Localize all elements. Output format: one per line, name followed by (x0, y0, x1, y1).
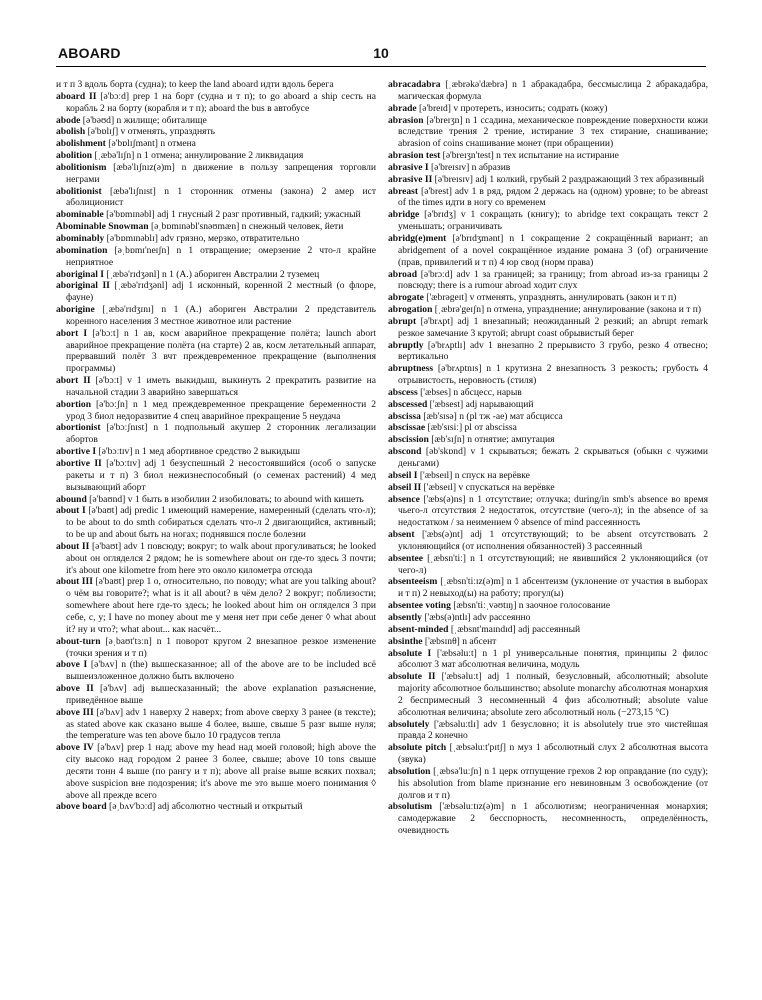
dictionary-entry (388, 115, 708, 151)
entry-headword: about III (56, 576, 93, 588)
entry-transcription: [əˌbɒmɪ'neɪʃn] (107, 244, 177, 256)
entry-definition: v спускаться на верёвке (458, 481, 555, 493)
entry-transcription: [ə'bɔːd] (96, 90, 133, 102)
entry-headword: abominably (56, 232, 105, 244)
entry-transcription: ['æbrəgeɪt] (423, 292, 470, 304)
dictionary-entry (56, 91, 376, 115)
entry-transcription: [ə'baʊt] (92, 576, 128, 588)
entry-definition: n (pl тж -ae) мат абсцисса (459, 410, 563, 422)
dictionary-entry (56, 375, 376, 399)
entry-transcription: [ˌæbsn'tiːɪz(ə)m] (437, 576, 507, 588)
entry-transcription: [əˌbɒmɪnəbl'snəʊmæn] (148, 221, 242, 233)
entry-definition: pl от abscissa (464, 422, 517, 434)
entry-transcription: [ə'bɒmɪnəbl] (103, 209, 158, 221)
entry-transcription: [ə'bʌv] (87, 659, 122, 671)
entry-headword: absentee voting (388, 600, 451, 612)
entry-definition: n 1 абсолютизм; неограниченная монархия; самодержавие 2 бесспорность, несомненность, определённость, очевидность (398, 801, 708, 837)
entry-headword: aboard II (56, 90, 97, 102)
dictionary-entry (56, 138, 376, 150)
entry-transcription: [ə'brest] (418, 185, 455, 197)
entry-transcription: [ə'bɒlɪʃ] (85, 126, 121, 138)
entry-headword: abrupt (388, 315, 417, 327)
entry-transcription: [ə'brɪdʒ] (419, 209, 461, 221)
entry-headword: abreast (388, 185, 419, 197)
entry-headword: absent (388, 529, 415, 541)
entry-headword: abrasion (388, 114, 424, 126)
dictionary-entry (56, 115, 376, 127)
dictionary-entry (388, 387, 708, 399)
dictionary-entry (388, 766, 708, 802)
entry-definition: n спуск на верёвке (454, 469, 530, 481)
entry-headword: about II (56, 540, 90, 552)
dictionary-entry (388, 494, 708, 530)
entry-transcription: [ə'brʌpt] (416, 315, 458, 327)
dictionary-entry (56, 422, 376, 446)
dictionary-entry (388, 209, 708, 233)
dictionary-entry (388, 612, 708, 624)
entry-definition: adj 1 исконный, коренной 2 местный (о флоре, фауне) (66, 280, 376, 304)
entry-headword: abridge (388, 209, 420, 221)
dictionary-entry (388, 399, 708, 411)
dictionary-entry (388, 600, 708, 612)
entry-transcription: ['æbsəluːt] (435, 671, 488, 683)
dictionary-entry (56, 280, 376, 304)
entry-headword: abolitionism (56, 161, 107, 173)
entry-definition: n абразив (471, 161, 511, 173)
entry-headword: absolution (388, 765, 431, 777)
entry-definition: n тех испытание на истирание (496, 150, 619, 162)
entry-transcription: [ə'baʊt] (89, 540, 124, 552)
entry-transcription: [ˌæbsəluːt'pɪtʃ] (446, 742, 510, 754)
entry-headword: aboriginal I (56, 268, 105, 280)
entry-transcription: ['æbsest] (427, 398, 466, 410)
entry-transcription: [ə'bɒlɪʃmənt] (105, 138, 161, 150)
entry-headword: abscessed (388, 398, 428, 410)
entry-headword: abortive I (56, 446, 97, 458)
entry-transcription: [æbsn'tiːˌvəʊtɪŋ] (450, 600, 519, 612)
entry-definition: v 1 сокращать (книгу); to abridge text сокращать текст 2 уменьшать; ограничивать (398, 209, 708, 233)
entry-definition: adj абсолютно честный и открытый (157, 801, 303, 813)
dictionary-entry (56, 269, 376, 281)
dictionary-entry (388, 648, 708, 672)
entry-definition: n отнятие; ампутация (467, 434, 555, 446)
dictionary-entry (388, 174, 708, 186)
entry-headword: abortive II (56, 458, 102, 469)
entry-transcription: [ˌæbə'rɪdʒənl] (109, 280, 173, 292)
entry-headword: absentee (388, 552, 423, 564)
entry-headword: abominable (56, 209, 104, 221)
entry-headword: absolute II (388, 671, 436, 683)
dictionary-entry (388, 411, 708, 423)
dictionary-entry (56, 541, 376, 577)
entry-definition: n 1 подпольный акушер 2 сторонник легализации абортов (66, 422, 376, 446)
entry-headword: above I (56, 659, 88, 671)
entry-headword: abscond (388, 446, 422, 458)
entry-headword: aborigine (56, 304, 95, 316)
entry-transcription: [ə'bɔːtɪv] (101, 458, 145, 469)
dictionary-columns (56, 79, 708, 979)
entry-definition: prep 1 над; above my head над моей головой; high above the city высоко над городом 2 ранее 3 более, свыше; above 10 tons свыше десяти тонн 4 выше (по рангу и т п); above all praise выше всяких похвал; above suspicion вне подозрения; it's above me это выше моего понимания ◊ above all прежде всего (66, 742, 376, 801)
entry-headword: absently (388, 611, 422, 623)
entry-definition: adj predic 1 имеющий намерение, намеренный (сделать что-л); to be about to do smth собираться сделать что-л 2 двигающийся, активный; to be up and about быть на ногах; поднявшся после болезни (66, 505, 376, 541)
entry-definition: n 1 церк отпущение грехов 2 юр оправдание (по суду); his absolution from blame признание его невиновным 3 освобождение (от долгов и т п) (398, 765, 708, 801)
entry-definition: adv грязно, мерзко, отвратительно (160, 232, 300, 244)
dictionary-entry (388, 103, 708, 115)
dictionary-entry (56, 233, 376, 245)
entry-headword: abscissae (388, 422, 426, 434)
entry-transcription: ['æbs(ə)nt] (414, 529, 471, 541)
entry-headword: above board (56, 801, 107, 813)
entry-definition: adv 1 повсюду; вокруг; to walk about прогуливаться; he looked about он огляделся 2 рядом; he is somewhere about он где-то здесь 3 почти; it's about one kilometre from here это около километра отсюда (66, 540, 376, 576)
entry-headword: abrasive II (388, 173, 433, 185)
dictionary-entry (388, 801, 708, 837)
page-number: 10 (373, 45, 389, 61)
entry-definition: n 1 мед абортивное средство 2 выкидыш (134, 446, 300, 458)
entry-headword: abrade (388, 102, 417, 114)
entry-transcription: [æb'sɪʃn] (428, 434, 468, 446)
entry-transcription: [ə'brɔːd] (417, 268, 457, 280)
entry-definition: v отменять, упразднять (120, 126, 215, 138)
entry-transcription: [əb'skɒnd] (421, 446, 471, 458)
entry-transcription: [ə'bɔːʃnɪst] (100, 422, 154, 434)
entry-definition: n 1 отмена; аннулирование 2 ликвидация (136, 150, 304, 162)
entry-transcription: [ə'bɔːt] (87, 327, 125, 339)
entry-transcription: [ə'bɒmɪnəblɪ] (104, 232, 161, 244)
entry-definition: n движение в пользу запрещения торговли неграми (66, 161, 376, 185)
entry-definition: n 1 сторонник отмены (закона) 2 амер ист аболиционист (66, 185, 376, 209)
dictionary-entry (388, 363, 708, 387)
entry-transcription: [æb'sɪsə] (420, 410, 460, 422)
entry-definition: adj 1 внезапный; неожиданный 2 резкий; an abrupt remark резкое замечание 3 крутой; abrupt coast обрывистый берег (398, 315, 708, 339)
dictionary-entry (56, 162, 376, 186)
entry-definition: adj 1 колкий, грубый 2 раздражающий 3 тех абразивный (475, 173, 705, 185)
entry-headword: above III (56, 706, 94, 718)
entry-definition: prep 1 о, относительно, по поводу; what are you talking about? о чём вы говорите?; what is it all about? в чём дело? 2 вокруг; поблизости; somewhere about here где-то здесь; he looked about him он огляделся 3 при себе, с, у; I have no money about me у меня нет при себе денег ◊ what about it? ну и что?; what about... как насчёт... (66, 576, 376, 635)
entry-headword: absinthe (388, 635, 423, 647)
entry-transcription: [ˌæbə'lɪʃn] (92, 150, 137, 162)
dictionary-entry (56, 801, 376, 813)
entry-transcription: [ˌæbsnt'maɪndɪd] (448, 623, 519, 635)
dictionary-entry (56, 636, 376, 660)
dictionary-entry (56, 79, 376, 91)
entry-definition: n 1 (A.) абориген Австралии 2 туземец (161, 268, 320, 280)
entry-transcription: ['æbs(ə)ns] (419, 493, 469, 505)
entry-definition: n 1 отсутствие; отлучка; during/in smb's absence во время чьего-л отсутствия 2 недостаток, отсутствие (чего-л); in the absence of за недостатком / за неимением ◊ absence of mind рассеянность (398, 493, 708, 529)
entry-headword: abseil I (388, 469, 418, 481)
entry-definition: n муз 1 абсолютный слух 2 абсолютная высота (звука) (398, 742, 708, 766)
entry-definition: v протереть, износить; содрать (кожу) (453, 102, 608, 114)
entry-transcription: [æbə'lɪʃnɪst] (101, 185, 165, 197)
entry-transcription: [əˌbʌv'bɔːd] (106, 801, 158, 813)
entry-transcription: [ˌæbə'rɪdʒənl] (104, 268, 162, 280)
dictionary-entry (388, 269, 708, 293)
dictionary-entry (56, 150, 376, 162)
dictionary-entry (56, 399, 376, 423)
dictionary-entry (56, 186, 376, 210)
entry-transcription: [əˌbaʊt'tɜːn] (100, 635, 157, 647)
entry-definition: n абсцесс, нарыв (453, 386, 522, 398)
entry-headword: absolute I (388, 647, 432, 659)
dictionary-entry (388, 671, 708, 718)
entry-headword: abruptly (388, 339, 424, 351)
left-column (56, 79, 376, 979)
entry-headword: abortion (56, 398, 92, 410)
entry-headword: abolish (56, 126, 86, 138)
dictionary-entry (388, 553, 708, 577)
entry-transcription: [ə'breɪd] (416, 102, 454, 114)
entry-definition: adj рассеянный (518, 623, 581, 635)
right-column (388, 79, 708, 979)
entry-transcription: [ˌæbə'rɪdʒɪnɪ] (94, 304, 162, 316)
entry-headword: abrogation (388, 304, 433, 316)
entry-definition: adj 1 полный, безусловный, абсолютный; absolute majority абсолютное большинство; absolute monarchy абсолютная монархия 2 беспримесный 3 несомненный 4 физ абсолютный; absolute value абсолютная величина; absolute zero абсолютный ноль (−273,15 °C) (398, 671, 708, 718)
entry-transcription: [ə'bɔːtɪv] (96, 446, 135, 458)
entry-transcription: [ə'bʌv] (93, 742, 128, 754)
entry-definition: adv 1 наверху 2 наверх; from above сверху 3 ранее (в тексте); as stated above как сказано выше 4 более, выше, свыше 5 разг выше нуля; the temperature was ten above было 10 градусов тепла (66, 706, 376, 742)
entry-transcription: ['æbs(ə)ntlɪ] (421, 611, 473, 623)
entry-headword: abscissa (388, 410, 421, 422)
entry-transcription: [ə'bɔːt] (90, 375, 128, 387)
entry-transcription: [ə'breɪʒn'test] (440, 150, 497, 162)
entry-transcription: [ə'bɔːʃn] (91, 398, 133, 410)
entry-headword: abode (56, 114, 81, 126)
entry-definition: n 1 крутизна 2 внезапность 3 резкость; грубость 4 отрывистость, неровность (стиля) (398, 363, 708, 387)
entry-headword: about I (56, 505, 86, 517)
entry-transcription: ['æbsɪnθ] (422, 635, 463, 647)
dictionary-entry (56, 576, 376, 635)
dictionary-entry (388, 316, 708, 340)
entry-transcription: [æb'sɪsiː] (425, 422, 465, 434)
entry-transcription: ['æbseɪl] (421, 481, 459, 493)
entry-definition: v 1 быть в изобилии 2 изобиловать; to abound with кишеть (127, 493, 364, 505)
dictionary-entry (388, 576, 708, 600)
entry-headword: absenteeism (388, 576, 438, 588)
entry-definition: n отмена (160, 138, 196, 150)
entry-transcription: [ə'brʌptnɪs] (433, 363, 487, 375)
entry-definition: n отмена, упразднение; аннулирование (закона и т п) (486, 304, 702, 316)
entry-definition: adv 1 за границей; за границу; from abroad из-за границы 2 повсюду; there is a rumour abroad ходит слух (398, 268, 708, 292)
entry-transcription: ['æbsəluːt] (431, 647, 483, 659)
entry-headword: about-turn (56, 635, 101, 647)
entry-definition: adv рассеянно (473, 611, 531, 623)
entry-headword: above IV (56, 742, 94, 754)
entry-definition: adv 1 безусловно; it is absolutely true это чистейшая правда 2 конечно (398, 718, 708, 742)
dictionary-entry (56, 126, 376, 138)
entry-headword: abolishment (56, 138, 106, 150)
dictionary-entry (388, 742, 708, 766)
entry-definition: v 1 скрываться; бежать 2 скрываться (обыкн с чужими деньгами) (398, 446, 708, 469)
entry-transcription: ['æbsəluːtlɪ] (429, 718, 484, 730)
entry-headword: abscess (388, 386, 418, 398)
dictionary-entry (388, 304, 708, 316)
entry-transcription: [ə'breɪsɪv] (428, 161, 472, 173)
entry-definition: n 1 абсентеизм (уклонение от участия в выборах и т п) 2 невыход(ы) на работу; прогул(ы) (398, 576, 708, 600)
entry-headword: abrasion test (388, 150, 441, 162)
dictionary-entry (388, 150, 708, 162)
dictionary-entry (388, 79, 708, 103)
entry-headword: abound (56, 493, 87, 505)
entry-headword: abort II (56, 375, 91, 387)
dictionary-entry (56, 659, 376, 683)
dictionary-entry (56, 304, 376, 328)
entry-headword: abort I (56, 327, 88, 339)
dictionary-entry (388, 529, 708, 553)
entry-definition: adj нарывающий (465, 398, 534, 410)
entry-headword: Abominable Snowman (56, 221, 149, 233)
entry-transcription: [æbə'lɪʃnɪz(ə)m] (106, 161, 182, 173)
entry-definition: n 1 pl универсальные понятия, принципы 2 филос абсолют 3 мат абсолютная величина, модуль (398, 647, 708, 671)
entry-transcription: [ə'breɪʒn] (423, 114, 466, 126)
entry-definition: adv 1 в ряд, рядом 2 держась на (одном) уровне; to be abreast of the times идти в ногу со временем (398, 185, 708, 209)
entry-headword: absent-minded (388, 623, 449, 635)
entry-transcription: [ə'bəʊd] (80, 114, 117, 126)
entry-definition: adv 1 внезапно 2 прерывисто 3 грубо, резко 4 отвесно; вертикально (398, 339, 708, 363)
dictionary-entry (388, 719, 708, 743)
dictionary-entry (388, 636, 708, 648)
entry-headword: abscission (388, 434, 429, 446)
dictionary-entry (388, 446, 708, 470)
entry-definition: n (the) вышесказанное; all of the above are to be included всё вышеизложенное должно быть включено (66, 659, 376, 683)
entry-definition: n 1 абракадабра, бессмыслица 2 абракадабра, магическая формула (398, 79, 708, 102)
entry-definition: n 1 мед преждевременное прекращение беременности 2 урод 3 биол недоразвитие 4 спец аварийное прекращение 5 неудача (66, 398, 376, 422)
dictionary-entry (56, 742, 376, 801)
entry-headword: abroad (388, 268, 418, 280)
entry-definition: n 1 (A.) абориген Австралии 2 представитель коренного населения 3 местное животное или растение (66, 304, 376, 327)
entry-definition: adj вышесказанный; the above explanation разъяснение, приведённое выше (66, 683, 376, 706)
entry-headword: absolutism (388, 801, 433, 813)
entry-headword: abolition (56, 150, 93, 162)
dictionary-entry (388, 292, 708, 304)
entry-definition: n снежный человек, йети (241, 221, 344, 233)
entry-headword: absolutely (388, 718, 430, 730)
entry-transcription: ['æbsəluːtɪz(ə)m] (432, 801, 512, 813)
dictionary-entry (56, 683, 376, 707)
entry-headword: abomination (56, 244, 108, 256)
entry-transcription: ['æbseɪl] (417, 469, 455, 481)
entry-definition: n заочное голосование (518, 600, 611, 612)
dictionary-entry (56, 446, 376, 458)
entry-definition: n 1 поворот кругом 2 внезапное резкое изменение (точки зрения и т п) (66, 635, 376, 659)
page-header (56, 44, 706, 67)
entry-transcription: [ə'baʊt] (85, 505, 121, 517)
entry-headword: aboriginal II (56, 280, 110, 292)
dictionary-entry (388, 422, 708, 434)
dictionary-entry (56, 494, 376, 506)
dictionary-entry (56, 245, 376, 269)
dictionary-entry (388, 434, 708, 446)
dictionary-entry (56, 707, 376, 743)
entry-definition: v 1 иметь выкидыш, выкинуть 2 прекратить развитие на начальной стадии 3 аварийно завершаться (66, 375, 376, 398)
dictionary-entry (56, 221, 376, 233)
entry-transcription: [ə'bʌv] (93, 706, 126, 718)
entry-definition: n 1 ссадина, механическое повреждение поверхности кожи вследствие трения 2 трение, истирание 3 тех стирание, снашивание; abrasion of coins снашивание монет (при обращении) (398, 114, 708, 150)
dictionary-entry (388, 186, 708, 210)
entry-definition: adj 1 гнусный 2 разг противный, гадкий; ужасный (157, 209, 361, 221)
entry-transcription: [ˌæbsn'tiː] (423, 552, 471, 564)
entry-headword: abruptness (388, 363, 434, 375)
entry-definition: n 1 сокращение 2 сокращённый вариант; an abridgement of a novel сокращённое издание романа 3 (of) ограничение (прав, привилегий и т п) 4 юр свод (норм права) (398, 232, 708, 268)
entry-transcription: [ə'bʌv] (93, 683, 134, 695)
entry-transcription: [ˌæbrəkə'dæbrə] (440, 79, 513, 90)
entry-definition: n жилище; обиталище (116, 114, 207, 126)
dictionary-entry (388, 233, 708, 269)
entry-transcription: [ə'brʌptlɪ] (423, 339, 470, 351)
entry-transcription: ['æbses] (417, 386, 454, 398)
entry-definition: n 1 ав, косм аварийное прекращение полёта; launch abort аварийное прекращение полёта (на старте) 2 ав, косм летательный аппарат, прервавший полёт 3 вчт преждевременное прекращение (выполнения программы) (66, 327, 376, 375)
entry-headword: absence (388, 493, 420, 505)
entry-transcription: [ˌæbsə'luːʃn] (430, 765, 485, 777)
entry-definition: n 1 отвращение; омерзение 2 что-л крайне неприятное (66, 244, 376, 268)
entry-transcription: [ˌæbrə'geɪʃn] (432, 304, 487, 316)
entry-headword: abortionist (56, 422, 101, 434)
dictionary-entry (388, 340, 708, 364)
guide-word: ABOARD (58, 45, 121, 61)
entry-headword: abrogate (388, 292, 424, 304)
entry-definition: и т п 3 вдоль борта (судна); to keep the land aboard идти вдоль берега (56, 79, 334, 90)
entry-transcription: [ə'breɪsɪv] (432, 173, 476, 185)
entry-transcription: [ə'baʊnd] (86, 493, 128, 505)
entry-definition: prep 1 на борт (судна и т п); to go aboard a ship сесть на корабль 2 на борту (корабля и т п); aboard the bus в автобусе (66, 90, 376, 114)
dictionary-entry (388, 624, 708, 636)
entry-definition: v отменять, упразднять, аннулировать (закон и т п) (469, 292, 677, 304)
entry-definition: adj 1 отсутствующий; to be absent отсутствовать 2 уклоняющийся (от исполнения обязанностей) 3 рассеянный (398, 529, 708, 552)
entry-definition: adj 1 безуспешный 2 несостоявшийся (особ о запуске ракеты и т п) 3 биол нежизнеспособный (о семенах растений) 4 мед вызывающий аборт (66, 458, 376, 493)
entry-headword: absolute pitch (388, 742, 447, 754)
entry-headword: abridg(e)ment (388, 232, 447, 244)
dictionary-entry (56, 458, 376, 494)
dictionary-entry (388, 470, 708, 482)
dictionary-entry (388, 482, 708, 494)
entry-headword: above II (56, 683, 94, 695)
entry-definition: n абсент (462, 635, 497, 647)
dictionary-entry (56, 505, 376, 541)
entry-headword: abseil II (388, 481, 422, 493)
entry-transcription: [ə'brɪdʒmənt] (446, 232, 510, 244)
dictionary-entry (56, 328, 376, 375)
entry-headword: abolitionist (56, 185, 102, 197)
entry-headword: abracadabra (388, 79, 441, 90)
dictionary-entry (388, 162, 708, 174)
entry-definition: n 1 отсутствующий; не явившийся 2 уклоняющийся (от чего-л) (398, 552, 708, 576)
entry-headword: abrasive I (388, 161, 429, 173)
dictionary-entry (56, 209, 376, 221)
